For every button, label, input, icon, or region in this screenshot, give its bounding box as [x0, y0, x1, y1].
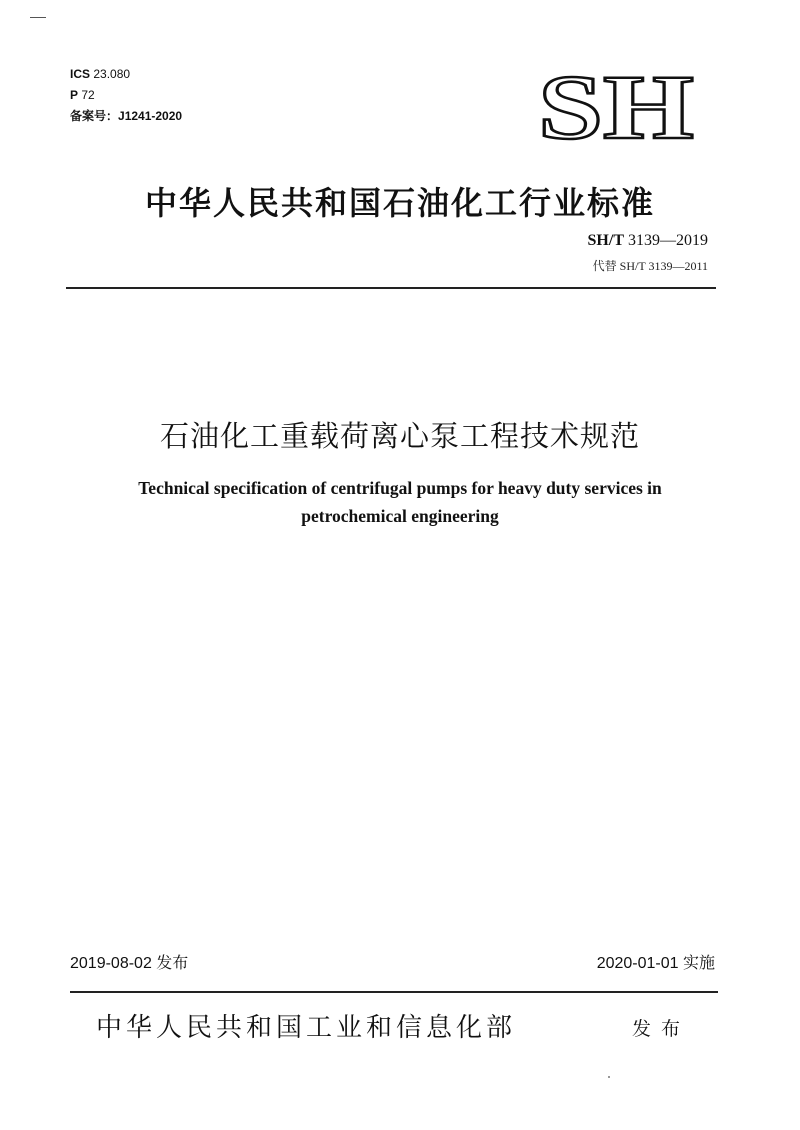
issue-action: 发布: [632, 1018, 691, 1040]
english-title-line-1: Technical specification of centrifugal pumps for heavy duty services in: [138, 478, 662, 498]
ics-label: ICS: [70, 67, 91, 81]
industry-standard-title: 中华人民共和国石油化工行业标准: [144, 184, 655, 222]
corner-mark: [30, 17, 46, 18]
record-line: [70, 106, 182, 127]
scan-speck: [608, 1076, 610, 1078]
standard-number: [588, 232, 708, 250]
p-value: 72: [81, 88, 95, 102]
footer-divider: [70, 991, 718, 993]
p-label: P: [70, 88, 79, 102]
english-title-line-2: petrochemical engineering: [301, 506, 499, 526]
ics-value: 23.080: [93, 67, 131, 81]
ics-line: [70, 64, 182, 85]
classification-block: [70, 64, 182, 127]
publish-date: 2019-08-02 发布: [70, 955, 189, 972]
document-title-chinese: 石油化工重载荷离心泵工程技术规范: [159, 419, 640, 453]
sh-logo: [536, 66, 696, 146]
record-value: J1241-2020: [118, 109, 183, 123]
sh-logo-text: SH: [538, 66, 694, 146]
header-divider: [66, 287, 716, 289]
replaces-note: 代替 SH/T 3139—2011: [592, 259, 708, 273]
p-line: [70, 85, 182, 106]
issuing-authority: 中华人民共和国工业和信息化部: [96, 1013, 517, 1043]
record-label: 备案号：: [70, 109, 119, 123]
standard-code: 3139—2019: [628, 232, 708, 249]
implement-date: 2020-01-01 实施: [596, 955, 715, 972]
standard-prefix: SH/T: [587, 232, 624, 249]
document-title-english: [80, 474, 720, 530]
